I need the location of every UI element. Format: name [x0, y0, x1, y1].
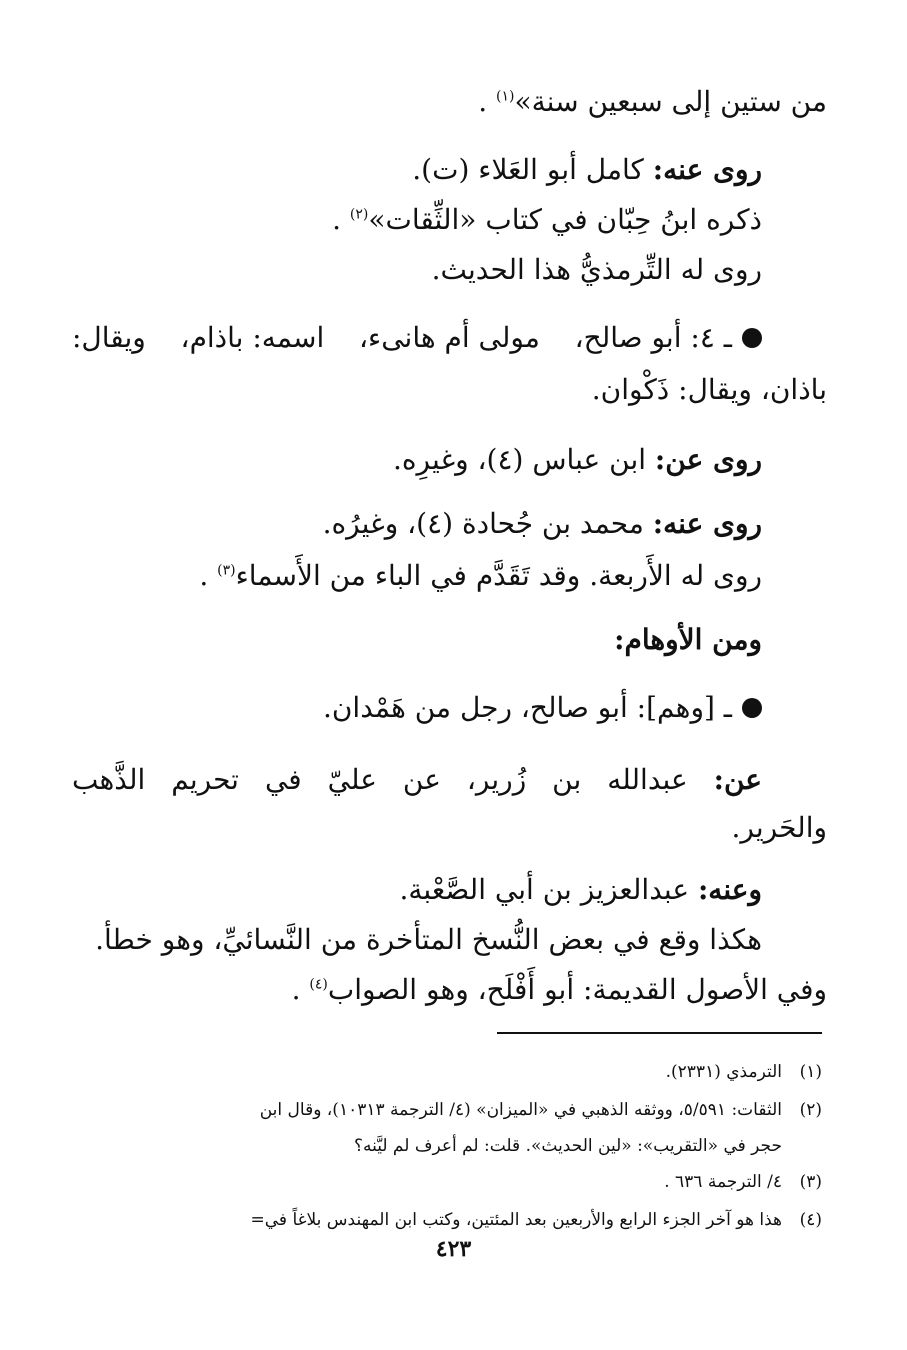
- text-line-9: [199, 556, 762, 596]
- section-heading: [614, 620, 762, 660]
- footnote-ref-1: (١): [496, 88, 515, 105]
- narrated-by-label: روى عنه:: [652, 153, 762, 186]
- and-from-him-text: عبدالعزيز بن أبي الصَّعْبة.: [399, 873, 690, 906]
- text-line-16-body: وفي الأصول القديمة: أبو أَفْلَح، وهو الصواب: [327, 973, 827, 1006]
- text-line-6-body: باذان، ويقال: ذَكْوان.: [591, 373, 827, 406]
- text-line-9-body: روى له الأَربعة. وقد تَقَدَّم في الباء من الأَسماء: [235, 559, 762, 592]
- text-line-12: [72, 760, 762, 800]
- word-abdullah: عبدالله: [607, 763, 688, 796]
- footnote-3-number: (٣): [799, 1172, 822, 1192]
- entry-number-text: ـ ٤: أبو صالح،: [574, 321, 732, 354]
- footnote-4-text: هذا هو آخر الجزء الرابع والأربعين بعد المئتين، وكتب ابن المهندس بلاغاً في=: [250, 1210, 782, 1230]
- narrated-by-text: كامل أبو العَلاء (ت).: [412, 153, 644, 186]
- footnote-separator: [497, 1032, 822, 1034]
- footnote-ref-3: (٣): [217, 562, 236, 579]
- footnote-4: [251, 1206, 822, 1234]
- bullet-icon-2: [742, 698, 762, 718]
- page-number: ٤٢٣: [435, 1236, 472, 1262]
- footnote-2-number: (٢): [799, 1100, 822, 1120]
- entry-also-said-text: ويقال:: [72, 321, 146, 354]
- footnote-3-text: ٤/ الترجمة ٦٣٦ .: [664, 1172, 782, 1192]
- footnote-ref-2: (٢): [349, 206, 369, 223]
- text-line-11-body: ـ [وهم]: أبو صالح، رجل من هَمْدان.: [322, 691, 732, 724]
- text-line-1-body: من ستين إلى سبعين سنة»: [514, 85, 827, 118]
- footnote-1: [666, 1058, 822, 1086]
- bullet-icon: [742, 328, 762, 348]
- footnote-1-number: (١): [799, 1062, 822, 1082]
- text-line-1-end: .: [478, 85, 488, 118]
- entry-name-text: اسمه: باذام،: [180, 321, 325, 354]
- word-fi: في: [264, 763, 302, 796]
- text-line-16: [292, 970, 827, 1010]
- narrated-by-label-2: روى عنه:: [652, 507, 762, 540]
- narrated-from-text: ابن عباس (٤)، وغيرِه.: [392, 443, 647, 476]
- footnote-2-continued: [354, 1132, 782, 1160]
- text-line-1: [478, 82, 827, 122]
- word-an: عن: [402, 763, 441, 796]
- text-line-16-end: .: [291, 973, 301, 1006]
- text-line-6: [592, 370, 827, 410]
- text-line-15: [95, 920, 762, 960]
- entry-mawla-text: مولى أم هانىء،: [358, 321, 540, 354]
- text-line-4-body: روى له التِّرمذيُّ هذا الحديث.: [431, 253, 762, 286]
- text-line-11: [323, 688, 762, 728]
- text-line-3-end: .: [332, 203, 341, 236]
- text-line-4: [432, 250, 762, 290]
- and-from-him-label: وعنه:: [697, 873, 762, 906]
- footnote-2: [260, 1096, 822, 1124]
- text-line-9-end: .: [199, 559, 209, 592]
- footnote-3: [664, 1168, 822, 1196]
- text-line-5: [72, 318, 762, 358]
- footnote-2-text-a: الثقات: ٥/٥٩١، ووثقه الذهبي في «الميزان» (٤/ الترجمة ١٠٣١٣)، وقال ابن: [259, 1100, 782, 1120]
- text-line-2: [412, 150, 762, 190]
- word-dhahab: الذَّهب: [72, 763, 146, 796]
- footnote-4-number: (٤): [799, 1210, 822, 1230]
- section-heading-text: ومن الأوهام:: [614, 623, 762, 656]
- from-label: عن:: [713, 763, 762, 796]
- text-line-15-body: هكذا وقع في بعض النُّسخ المتأخرة من النَّسائيِّ، وهو خطأ.: [95, 923, 762, 956]
- word-bin: بن: [552, 763, 582, 796]
- text-line-14: [400, 870, 762, 910]
- text-line-3: [332, 200, 762, 240]
- footnote-2-text-b: حجر في «التقريب»: «لين الحديث». قلت: لم أعرف لم ليَّنه؟: [353, 1136, 782, 1156]
- narrated-from-label: روى عن:: [654, 443, 762, 476]
- text-line-13-body: والحَرير.: [731, 811, 827, 844]
- footnote-ref-4: (٤): [309, 976, 328, 993]
- text-line-8: [323, 504, 762, 544]
- narrated-by-text-2: محمد بن جُحادة (٤)، وغيرُه.: [322, 507, 644, 540]
- word-ali: عليّ: [327, 763, 377, 796]
- word-tahrim: تحريم: [171, 763, 239, 796]
- footnote-1-text: الترمذي (٢٣٣١).: [665, 1062, 782, 1082]
- text-line-13: [732, 808, 828, 848]
- word-zurayr: زُرير،: [466, 763, 527, 796]
- text-line-3-body: ذكره ابنُ حِبّان في كتاب «الثِّقات»: [368, 203, 762, 236]
- text-line-7: [393, 440, 762, 480]
